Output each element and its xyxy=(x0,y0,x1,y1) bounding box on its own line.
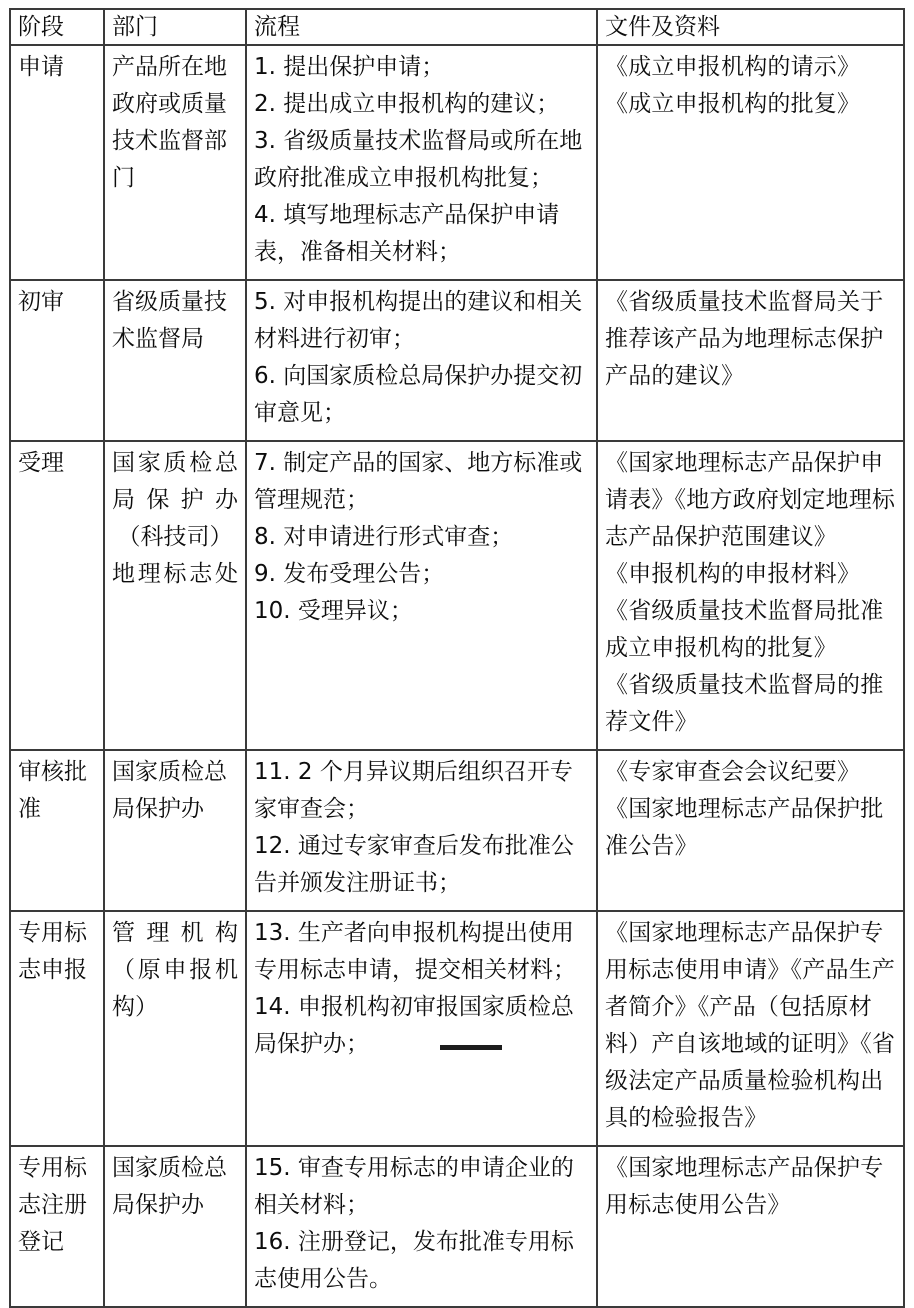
cell-documents xyxy=(597,441,904,750)
table-row xyxy=(10,1146,904,1307)
cell-documents xyxy=(597,280,904,441)
cell-process xyxy=(246,750,597,911)
department-line: 局 保 护 办 xyxy=(112,487,238,513)
cell-documents xyxy=(597,45,904,280)
document-item: 《国家地理标志产品保护专用标志使用公告》 xyxy=(605,1155,884,1218)
table-row xyxy=(10,441,904,750)
department-line: 技术监督部 xyxy=(112,128,227,154)
table-row xyxy=(10,911,904,1146)
column-header-process: 流程 xyxy=(246,9,597,45)
cell-department xyxy=(104,911,246,1146)
department-line: 国家质检总 xyxy=(112,450,238,476)
cell-stage xyxy=(10,280,104,441)
column-header-department: 部门 xyxy=(104,9,246,45)
stage-label: 专用标志申报 xyxy=(18,920,87,983)
process-item: 6. 向国家质检总局保护办提交初审意见； xyxy=(254,363,583,426)
department-line: （科技司） xyxy=(117,524,233,550)
document-item: 《申报机构的申报材料》 xyxy=(605,561,861,587)
process-item: 1. 提出保护申请； xyxy=(254,54,445,80)
process-item: 12. 通过专家审查后发布批准公告并颁发注册证书； xyxy=(254,833,574,896)
column-header-stage: 阶段 xyxy=(10,9,104,45)
process-item: 5. 对申报机构提出的建议和相关材料进行初审； xyxy=(254,289,583,352)
document-item: 《专家审查会会议纪要》 xyxy=(605,759,861,785)
department-line: （原申报机 xyxy=(112,957,238,983)
cell-documents xyxy=(597,1146,904,1307)
department-line: 局保护办 xyxy=(112,796,204,822)
cell-department xyxy=(104,280,246,441)
department-line: 省级质量技 xyxy=(112,289,227,315)
process-item: 4. 填写地理标志产品保护申请表，准备相关材料； xyxy=(254,202,560,265)
cell-stage xyxy=(10,1146,104,1307)
declaration-flow-table xyxy=(9,8,905,1308)
process-item: 8. 对申请进行形式审查； xyxy=(254,524,514,550)
stage-label: 申请 xyxy=(18,54,64,80)
column-header-documents: 文件及资料 xyxy=(597,9,904,45)
cell-documents xyxy=(597,911,904,1146)
process-item: 14. 申报机构初审报国家质检总局保护办； xyxy=(254,994,574,1057)
cell-stage xyxy=(10,441,104,750)
cell-stage xyxy=(10,750,104,911)
cell-department xyxy=(104,45,246,280)
document-item: 《省级质量技术监督局批准成立申报机构的批复》 xyxy=(605,598,884,661)
process-item: 16. 注册登记，发布批准专用标志使用公告。 xyxy=(254,1229,574,1292)
department-line: 构） xyxy=(112,994,158,1020)
department-line: 地理标志处 xyxy=(112,561,238,587)
table-row xyxy=(10,280,904,441)
document-item: 《成立申报机构的批复》 xyxy=(605,91,861,117)
cell-documents xyxy=(597,750,904,911)
process-item: 13. 生产者向申报机构提出使用专用标志申请，提交相关材料； xyxy=(254,920,576,983)
document-item: 《省级质量技术监督局关于推荐该产品为地理标志保护产品的建议》 xyxy=(605,289,884,389)
document-item: 《国家地理标志产品保护申请表》《地方政府划定地理标志产品保护范围建议》 xyxy=(605,450,896,550)
department-line: 管 理 机 构 xyxy=(112,920,238,946)
department-line: 国家质检总 xyxy=(112,1155,227,1181)
process-item: 11. 2 个月异议期后组织召开专家审查会； xyxy=(254,759,573,822)
scan-artifact-smudge xyxy=(440,1045,502,1050)
department-line: 政府或质量 xyxy=(112,91,227,117)
document-item: 《国家地理标志产品保护批准公告》 xyxy=(605,796,884,859)
stage-label: 专用标志注册登记 xyxy=(18,1155,87,1255)
department-line: 局保护办 xyxy=(112,1192,204,1218)
department-line: 术监督局 xyxy=(112,326,204,352)
table-header-row xyxy=(10,9,904,45)
cell-stage xyxy=(10,911,104,1146)
department-line: 门 xyxy=(112,165,135,191)
process-item: 15. 审查专用标志的申请企业的相关材料； xyxy=(254,1155,574,1218)
document-item: 《省级质量技术监督局的推荐文件》 xyxy=(605,672,884,735)
document-item: 《国家地理标志产品保护专用标志使用申请》《产品生产者简介》《产品（包括原材料）产自该地域的证明》《省级法定产品质量检验机构出具的检验报告》 xyxy=(605,920,896,1131)
cell-process xyxy=(246,441,597,750)
cell-process xyxy=(246,45,597,280)
document-item: 《成立申报机构的请示》 xyxy=(605,54,861,80)
cell-department xyxy=(104,1146,246,1307)
document-page xyxy=(0,8,914,1292)
cell-stage xyxy=(10,45,104,280)
stage-label: 受理 xyxy=(18,450,64,476)
table-header xyxy=(10,9,904,45)
cell-process xyxy=(246,911,597,1146)
table-body xyxy=(10,45,904,1307)
table-row xyxy=(10,750,904,911)
process-item: 7. 制定产品的国家、地方标准或管理规范； xyxy=(254,450,583,513)
stage-label: 审核批准 xyxy=(18,759,87,822)
cell-process xyxy=(246,280,597,441)
department-line: 产品所在地 xyxy=(112,54,227,80)
cell-process xyxy=(246,1146,597,1307)
cell-department xyxy=(104,441,246,750)
process-item: 9. 发布受理公告； xyxy=(254,561,445,587)
process-item: 10. 受理异议； xyxy=(254,598,413,624)
cell-department xyxy=(104,750,246,911)
process-item: 3. 省级质量技术监督局或所在地政府批准成立申报机构批复； xyxy=(254,128,583,191)
table-row xyxy=(10,45,904,280)
stage-label: 初审 xyxy=(18,289,64,315)
department-line: 国家质检总 xyxy=(112,759,227,785)
process-item: 2. 提出成立申报机构的建议； xyxy=(254,91,560,117)
